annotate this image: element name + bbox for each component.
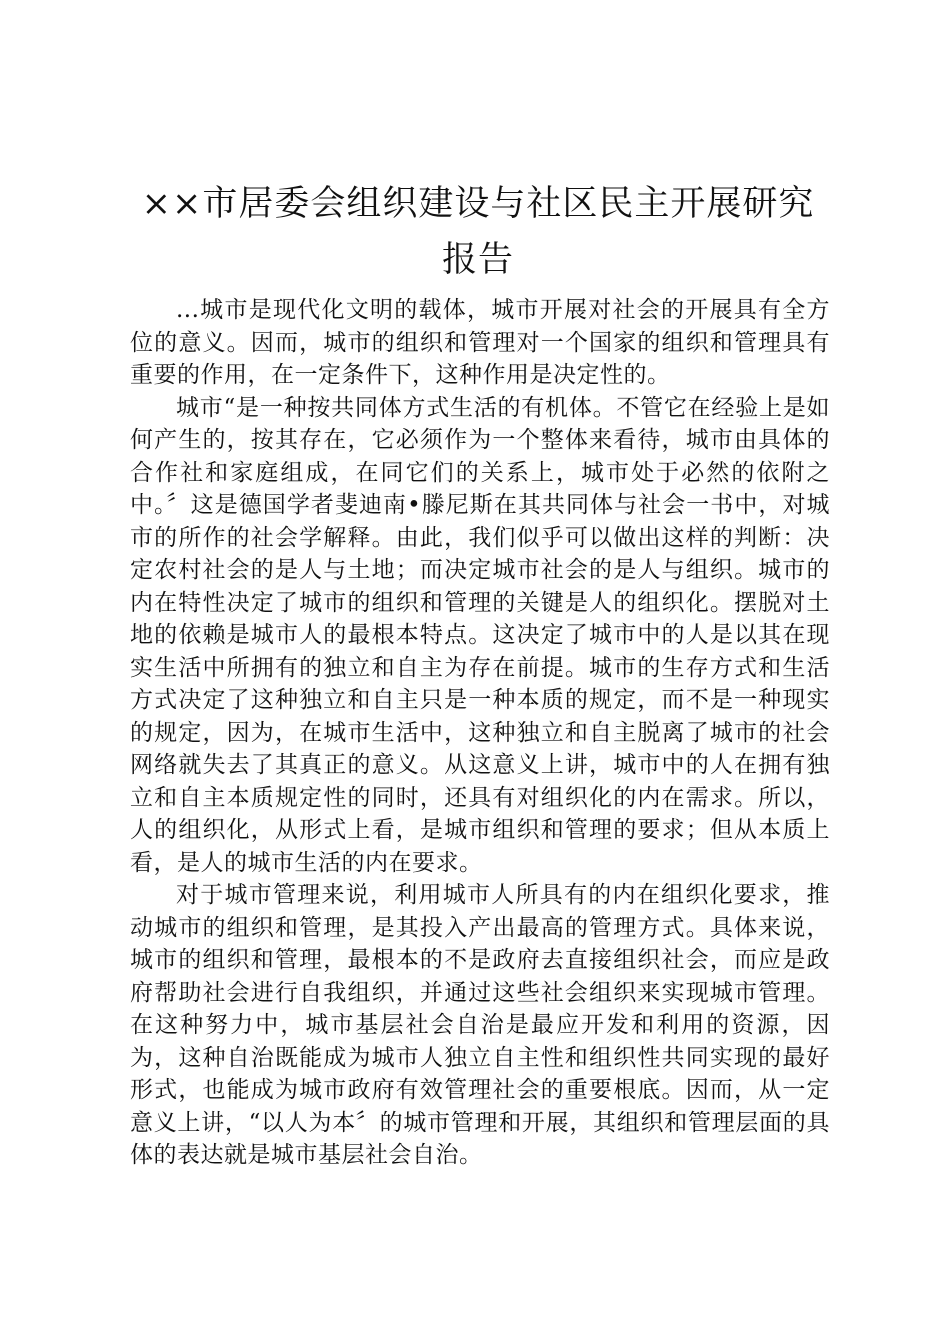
paragraph: ...城市是现代化文明的载体，城市开展对社会的开展具有全方位的意义。因而，城市的组织和管理对一个国家的组织和管理具有重要的作用，在一定条件下，这种作用是决定性的。 — [130, 297, 830, 388]
paragraph: 城市“是一种按共同体方式生活的有机体。不管它在经验上是如何产生的，按其存在，它必须作为一个整体来看待，城市由具体的合作社和家庭组成，在同它们的关系上，城市处于必然的依附之中。〞这是德国学者斐迪南•滕尼斯在其共同体与社会一书中，对城市的所作的社会学解释。由此，我们似乎可以做出这样的判断：决定农村社会的是人与土地；而决定城市社会的是人与组织。城市的内在特性决定了城市的组织和管理的关键是人的组织化。摆脱对土地的依赖是城市人的最根本特点。这决定了城市中的人是以其在现实生活中所拥有的独立和自主为存在前提。城市的生存方式和生活方式决定了这种独立和自主只是一种本质的规定，而不是一种现实的规定，因为，在城市生活中，这种独立和自主脱离了城市的社会网络就失去了其真正的意义。从这意义上讲，城市中的人在拥有独立和自主本质规定性的同时，还具有对组织化的内在需求。所以，人的组织化，从形式上看，是城市组织和管理的要求；但从本质上看，是人的城市生活的内在要求。 — [130, 394, 830, 876]
paragraph: 对于城市管理来说，利用城市人所具有的内在组织化要求，推动城市的组织和管理，是其投入产出最高的管理方式。具体来说，城市的组织和管理，最根本的不是政府去直接组织社会，而应是政府帮助社会进行自我组织，并通过这些社会组织来实现城市管理。在这种努力中，城市基层社会自治是最应开发和利用的资源，因为，这种自治既能成为城市人独立自主性和组织性共同实现的最好形式，也能成为城市政府有效管理社会的重要根底。因而，从一定意义上讲，“以人为本〞的城市管理和开展，其组织和管理层面的具体的表达就是城市基层社会自治。 — [130, 882, 830, 1168]
document-title: ××市居委会组织建设与社区民主开展研究报告 — [141, 184, 815, 280]
document-body — [130, 294, 830, 1172]
